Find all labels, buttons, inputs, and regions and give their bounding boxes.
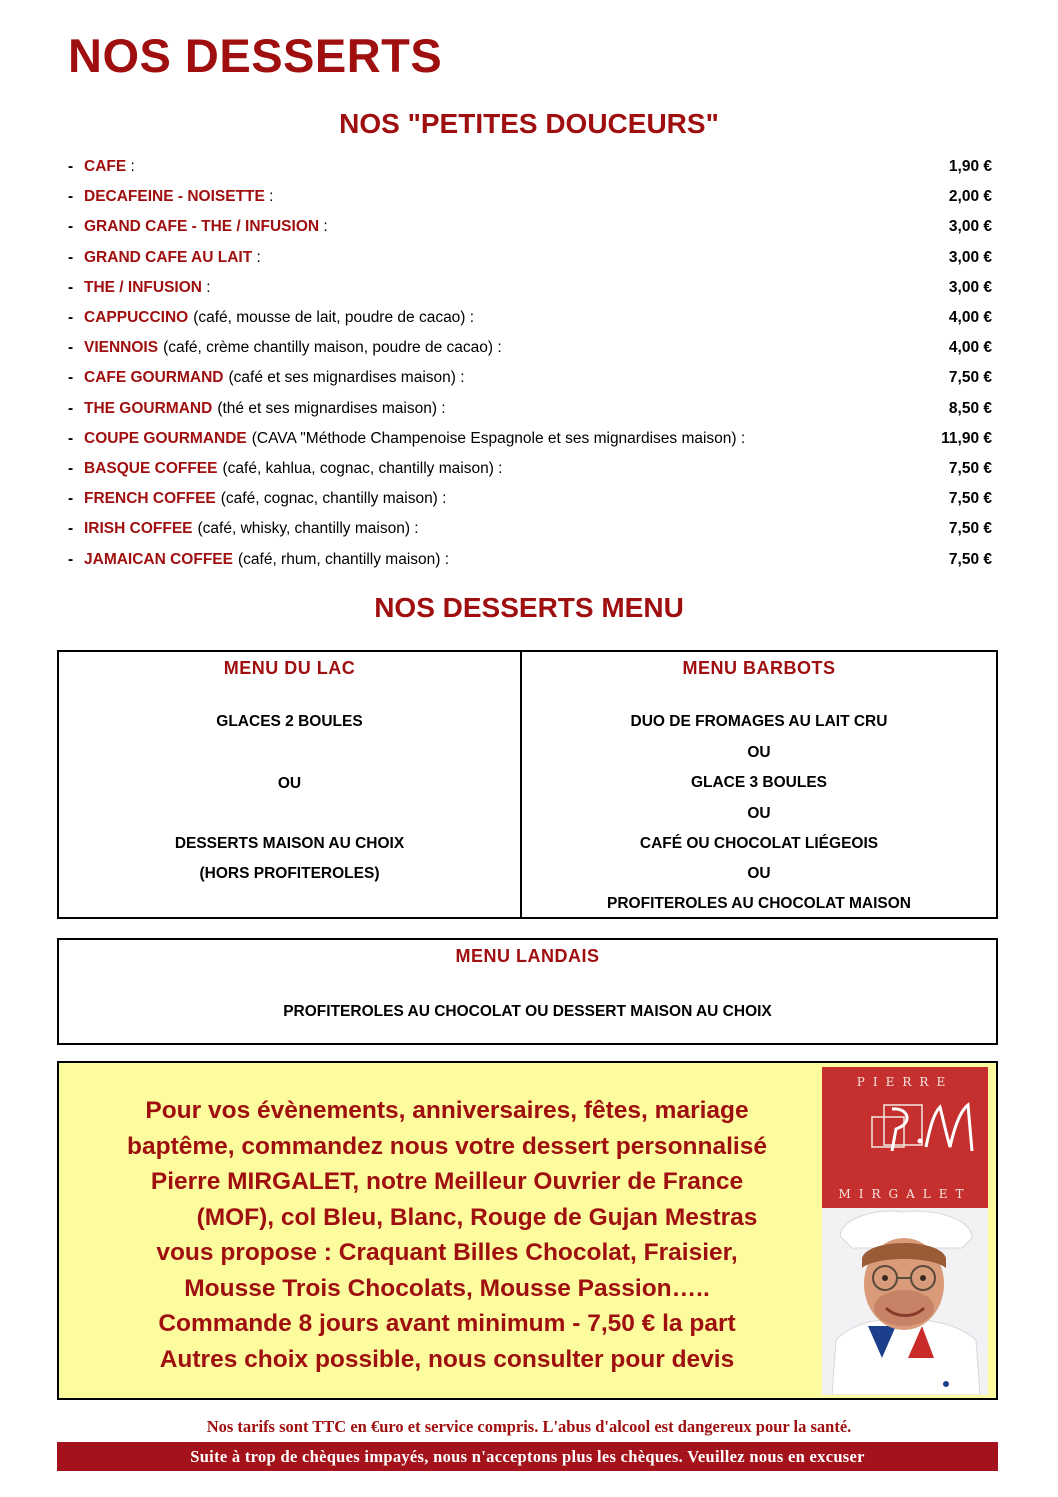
menu-du-lac-line: GLACES 2 BOULES <box>216 713 363 730</box>
drink-name: CAFE GOURMAND <box>84 369 224 387</box>
bullet-dash: - <box>68 459 74 477</box>
drink-name: CAPPUCCINO <box>84 309 189 327</box>
drink-price: 1,90 € <box>948 158 992 176</box>
drink-description: (CAVA "Méthode Champenoise Espagnole et ses mignardises maison) <box>251 429 737 447</box>
colon-separator: : <box>440 550 450 568</box>
drink-name: THE GOURMAND <box>84 399 213 417</box>
promo-line: Mousse Trois Chocolats, Mousse Passion….. <box>184 1274 710 1302</box>
colon-separator: : <box>264 188 274 206</box>
drink-name: JAMAICAN COFFEE <box>84 550 233 568</box>
colon-separator: : <box>252 248 261 266</box>
colon-separator: : <box>410 520 419 538</box>
menu-du-lac-line: DESSERTS MAISON AU CHOIX <box>174 835 405 852</box>
bullet-dash: - <box>68 550 74 568</box>
drink-item <box>68 303 992 333</box>
colon-separator: : <box>436 399 446 417</box>
logo-word-bottom: MIRGALET <box>838 1187 972 1201</box>
menu-landais-line: PROFITEROLES AU CHOCOLAT OU DESSERT MAISON AU CHOIX <box>283 1003 772 1020</box>
drink-price: 8,50 € <box>948 399 992 417</box>
drink-item <box>68 182 992 212</box>
promo-line: baptême, commandez nous votre dessert personnalisé <box>127 1132 767 1160</box>
menus-table <box>57 650 998 919</box>
drink-item <box>68 514 992 544</box>
colon-separator: : <box>319 218 328 236</box>
logo-word-top: PIERRE <box>856 1075 954 1089</box>
menus-section-title: NOS DESSERTS MENU <box>374 592 684 623</box>
drink-item <box>68 273 992 303</box>
drink-price: 7,50 € <box>948 550 992 568</box>
drink-item <box>68 333 992 363</box>
menu-barbots-line: PROFITEROLES AU CHOCOLAT MAISON <box>607 895 911 912</box>
drink-name: VIENNOIS <box>84 339 159 357</box>
promo-line: Pour vos évènements, anniversaires, fêtes, mariage <box>145 1097 749 1124</box>
drink-item <box>68 544 992 574</box>
drinks-list <box>68 152 992 575</box>
menu-barbots-line: OU <box>747 805 771 822</box>
drink-item <box>68 484 992 514</box>
drink-price: 2,00 € <box>948 188 992 206</box>
bullet-dash: - <box>68 278 74 296</box>
drink-price: 3,00 € <box>948 218 992 236</box>
bullet-dash: - <box>68 248 74 266</box>
drink-price: 3,00 € <box>948 248 992 266</box>
page-title: NOS DESSERTS <box>68 29 443 82</box>
bullet-dash: - <box>68 339 74 357</box>
drink-name: GRAND CAFE AU LAIT <box>84 248 253 266</box>
promo-text <box>77 1093 817 1377</box>
drink-description: (thé et ses mignardises maison) <box>217 399 437 417</box>
drink-description: (café, rhum, chantilly maison) <box>237 550 441 568</box>
bullet-dash: - <box>68 158 74 176</box>
drink-name: BASQUE COFFEE <box>84 459 218 477</box>
colon-separator: : <box>493 339 502 357</box>
bullet-dash: - <box>68 369 74 387</box>
menu-landais <box>57 938 998 1045</box>
bullet-dash: - <box>68 218 74 236</box>
menu-barbots-line: OU <box>747 865 771 882</box>
drink-price: 7,50 € <box>948 520 992 538</box>
drinks-section-title: NOS "PETITES DOUCEURS" <box>339 108 719 139</box>
drink-item <box>68 243 992 273</box>
colon-separator: : <box>465 309 475 327</box>
drink-description: (café, kahlua, cognac, chantilly maison) <box>222 459 494 477</box>
colon-separator: : <box>455 369 465 387</box>
menu-du-lac-title: MENU DU LAC <box>223 658 356 678</box>
footer-cheque-notice: Suite à trop de chèques impayés, nous n'acceptons plus les chèques. Veuillez nous en excuser <box>57 1442 998 1471</box>
menu-du-lac <box>59 652 522 917</box>
drink-description: (café, whisky, chantilly maison) <box>197 520 410 538</box>
bullet-dash: - <box>68 429 74 447</box>
drink-description: (café et ses mignardises maison) <box>228 369 456 387</box>
menu-barbots-title: MENU BARBOTS <box>682 658 836 678</box>
colon-separator: : <box>437 490 447 508</box>
bullet-dash: - <box>68 309 74 327</box>
menu-barbots-line: DUO DE FROMAGES AU LAIT CRU <box>630 713 888 730</box>
promo-line: Commande 8 jours avant minimum - 7,50 € la part <box>158 1310 736 1337</box>
bullet-dash: - <box>68 520 74 538</box>
promo-line: Pierre MIRGALET, notre Meilleur Ouvrier de France <box>150 1168 744 1195</box>
menu-du-lac-line: OU <box>277 775 302 792</box>
colon-separator: : <box>201 278 211 296</box>
drink-price: 3,00 € <box>948 278 992 296</box>
drink-item <box>68 212 992 242</box>
promo-box <box>57 1061 998 1400</box>
menu-landais-title: MENU LANDAIS <box>455 946 600 966</box>
footer-legal-notice: Nos tarifs sont TTC en €uro et service compris. L'abus d'alcool est dangereux pour la santé. <box>206 1417 852 1436</box>
promo-line: vous propose : Craquant Billes Chocolat, Fraisier, <box>156 1239 738 1266</box>
drink-price: 7,50 € <box>948 490 992 508</box>
bullet-dash: - <box>68 188 74 206</box>
drink-price: 11,90 € <box>941 429 992 447</box>
drink-item <box>68 363 992 393</box>
menu-du-lac-line: (HORS PROFITEROLES) <box>199 865 380 882</box>
menu-barbots <box>522 652 996 917</box>
colon-separator: : <box>126 158 135 176</box>
colon-separator: : <box>736 429 746 447</box>
drink-name: COUPE GOURMANDE <box>84 429 247 447</box>
colon-separator: : <box>493 459 503 477</box>
pierre-mirgalet-logo <box>822 1067 988 1208</box>
chef-photo <box>822 1067 988 1395</box>
drink-item <box>68 394 992 424</box>
drink-item <box>68 454 992 484</box>
drink-description: (café, cognac, chantilly maison) <box>220 490 438 508</box>
drink-price: 4,00 € <box>948 309 992 327</box>
drink-name: FRENCH COFFEE <box>84 490 216 508</box>
promo-line: Autres choix possible, nous consulter pour devis <box>159 1345 735 1373</box>
menu-barbots-line: OU <box>747 744 771 761</box>
chef-portrait <box>822 1208 988 1395</box>
drink-item <box>68 152 992 182</box>
drink-price: 4,00 € <box>948 339 992 357</box>
drink-description: (café, crème chantilly maison, poudre de cacao) <box>163 339 494 357</box>
promo-line: (MOF), col Bleu, Blanc, Rouge de Gujan Mestras <box>196 1203 758 1231</box>
drink-name: THE / INFUSION <box>84 278 202 296</box>
drink-name: GRAND CAFE - THE / INFUSION <box>84 218 320 236</box>
menu-barbots-line: CAFÉ OU CHOCOLAT LIÉGEOIS <box>639 835 879 852</box>
drink-name: CAFE <box>84 158 127 176</box>
chef-portrait-icon <box>822 1208 988 1395</box>
bullet-dash: - <box>68 490 74 508</box>
drink-name: DECAFEINE - NOISETTE <box>84 188 265 206</box>
drink-item <box>68 424 992 454</box>
drink-description: (café, mousse de lait, poudre de cacao) <box>193 309 466 327</box>
drink-name: IRISH COFFEE <box>84 520 193 538</box>
bullet-dash: - <box>68 399 74 417</box>
drink-price: 7,50 € <box>948 369 992 387</box>
menu-barbots-line: GLACE 3 BOULES <box>690 774 828 791</box>
drink-price: 7,50 € <box>948 459 992 477</box>
